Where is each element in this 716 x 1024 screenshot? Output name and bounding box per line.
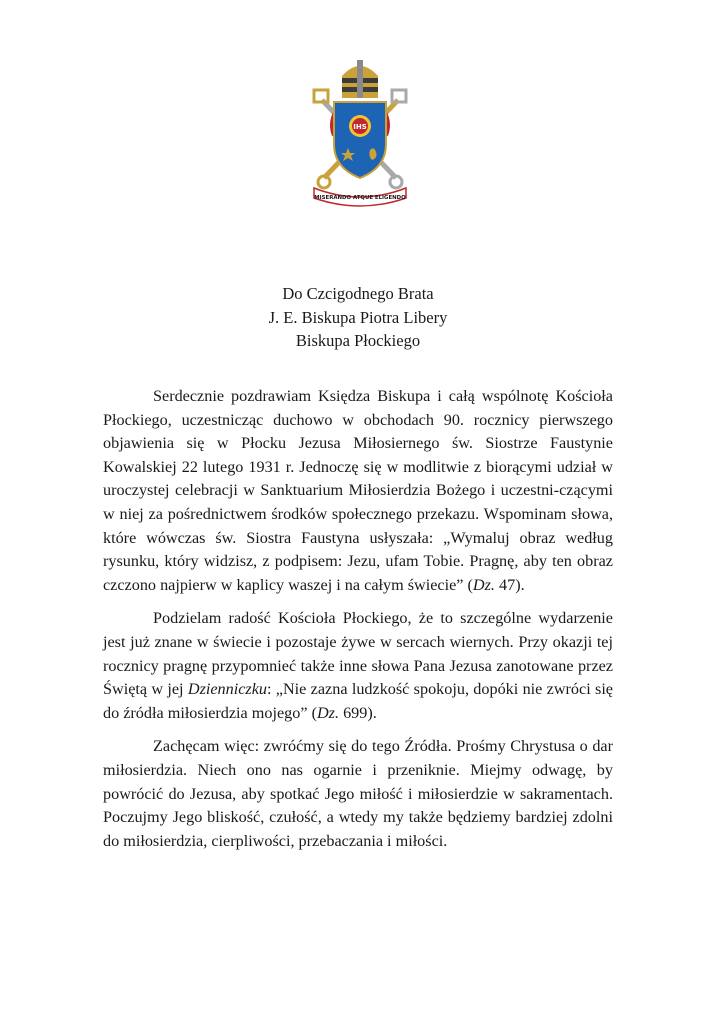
address-line-2: J. E. Biskupa Piotra Libery	[268, 307, 448, 327]
paragraph-2-part-b: : „Nie zazna ludzkość spokoju, dopóki nie zwróci się do źródła miłosierdzia mojego” (	[103, 680, 613, 722]
paragraph-2-part-a: Podzielam radość Kościoła Płockiego, że to szczególne wydarzenie jest już znane w świecie i pozostaje żywe w sercach wiernych. Przy okazji tej rocznicy pragnę przypomnieć także inne słowa Pana Jezusa zanotowane przez Świętą w jej	[103, 609, 613, 699]
paragraph-2-ref: Dz.	[316, 703, 340, 722]
motto-text: MISERANDO ATQUE ELIGENDO	[314, 195, 406, 201]
paragraph-1-ref-after: 47).	[494, 575, 525, 594]
address-block	[0, 282, 716, 353]
paragraph-1-part-a: Serdecznie pozdrawiam Księdza Biskupa i całą wspólnotę Kościoła Płockiego, uczestnicząc duchowo w obchodach 90. rocznicy pierwszego objawienia się w Płocku Jezusa Miłosiernego św. Siostrze Faustynie Kowalskiej 22 lutego 1931 r. Jednoczę się w modlitwie z biorącymi udział w uroczystej celebracji w Sanktuarium Miłosierdzia Bożego i uczestni-	[103, 387, 613, 500]
paragraph-2-title: Dzienniczku	[187, 680, 267, 699]
paragraph-3: Zachęcam więc: zwróćmy się do tego Źródła. Prośmy Chrystusa o dar miłosierdzia. Niech ono nas ogarnie i przeniknie. Miejmy odwagę, by powrócić do Jezusa, aby spotkać Jego miłość i miłosierdzie w sakramentach. Poczujmy Jego bliskość, czułość, a wtedy my także będziemy bardziej zdolni do miłosierdzia, cierpliwości, przebaczania i miłości.	[103, 737, 613, 850]
monogram-ihs: IHS	[353, 123, 367, 131]
motto-banner	[314, 188, 406, 206]
paragraph-2	[103, 607, 613, 725]
paragraph-1-ref: Dz.	[472, 575, 495, 594]
address-line-1: Do Czcigodnego Brata	[282, 284, 434, 303]
papal-coat-of-arms	[308, 60, 412, 210]
shield	[334, 102, 386, 178]
paragraph-2-ref-after: 699).	[339, 703, 377, 722]
paragraph-1-part-b: czącymi w niej za pośrednictwem środków społecznego przekazu. Wspominam słowa, które wówczas św. Siostra Faustyna usłyszała: „Wymaluj obraz według rysunku, który widzisz, z podpisem: Jezu, ufam Tobie. Pragnę, aby ten obraz czczono najpierw w kaplicy waszej i na całym świecie” (	[103, 481, 613, 594]
mitre-icon	[342, 60, 378, 98]
address-line-3: Biskupa Płockiego	[295, 331, 421, 350]
letter-body	[103, 385, 613, 863]
paragraph-1	[103, 385, 613, 597]
